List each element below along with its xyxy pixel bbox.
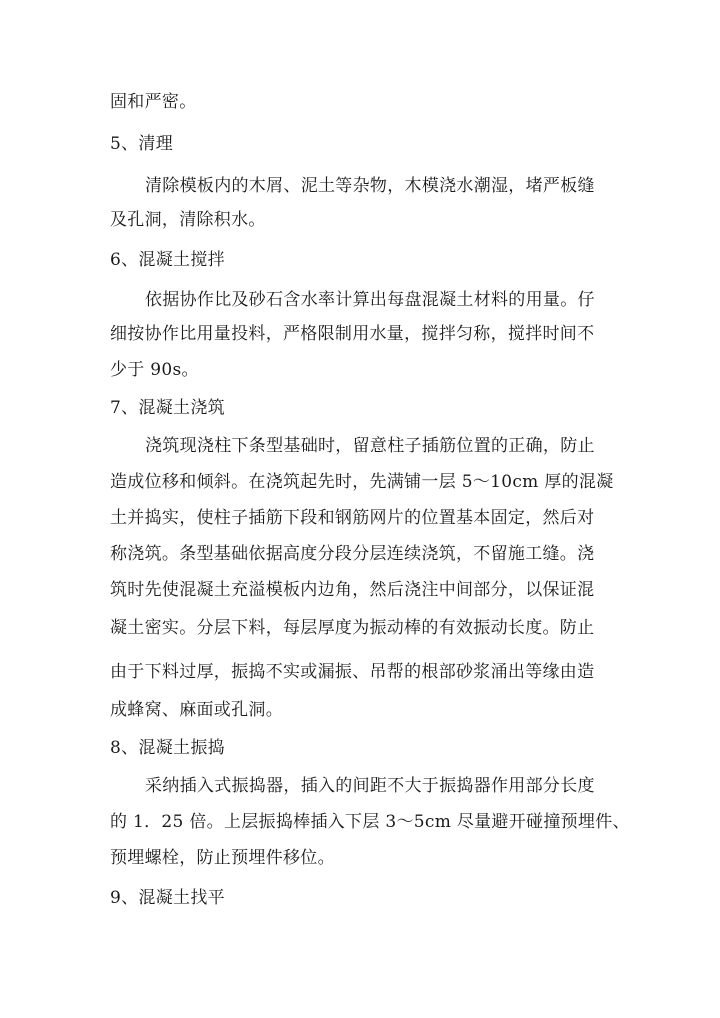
text-line: 依据协作比及砂石含水率计算出每盘混凝土材料的用量。仔 <box>145 290 595 310</box>
text-line: 的 1．25 倍。上层振捣棒插入下层 3～5cm 尽量避开碰撞预埋件、 <box>110 812 630 832</box>
text-line: 造成位移和倾斜。在浇筑起先时，先满铺一层 5～10cm 厚的混凝 <box>110 472 614 492</box>
text-line: 凝土密实。分层下料，每层厚度为振动棒的有效振动长度。防止 <box>110 618 595 638</box>
text-line: 称浇筑。条型基础依据高度分段分层连续浇筑，不留施工缝。浇 <box>110 544 595 564</box>
section-heading: 9、混凝土找平 <box>110 888 225 908</box>
text-line: 清除模板内的木屑、泥土等杂物，木模浇水潮湿，堵严板缝 <box>145 176 595 196</box>
text-line: 成蜂窝、麻面或孔洞。 <box>110 700 283 720</box>
section-heading: 7、混凝土浇筑 <box>110 398 225 418</box>
section-heading: 6、混凝土搅拌 <box>110 250 225 270</box>
text-line: 固和严密。 <box>110 92 197 112</box>
text-line: 筑时先使混凝土充溢模板内边角，然后浇注中间部分，以保证混 <box>110 580 595 600</box>
text-line: 采纳插入式振捣器，插入的间距不大于振捣器作用部分长度 <box>145 776 595 796</box>
text-line: 由于下料过厚，振捣不实或漏振、吊帮的根部砂浆涌出等缘由造 <box>110 662 595 682</box>
text-line: 细按协作比用量投料，严格限制用水量，搅拌匀称，搅拌时间不 <box>110 324 595 344</box>
text-line: 浇筑现浇柱下条型基础时，留意柱子插筋位置的正确，防止 <box>145 436 595 456</box>
section-heading: 5、清理 <box>110 134 174 154</box>
section-heading: 8、混凝土振捣 <box>110 738 225 758</box>
text-line: 及孔洞，清除积水。 <box>110 210 266 230</box>
text-line: 预埋螺栓，防止预埋件移位。 <box>110 848 335 868</box>
text-line: 土并捣实，使柱子插筋下段和钢筋网片的位置基本固定，然后对 <box>110 508 595 528</box>
text-line: 少于 90s。 <box>110 360 199 380</box>
